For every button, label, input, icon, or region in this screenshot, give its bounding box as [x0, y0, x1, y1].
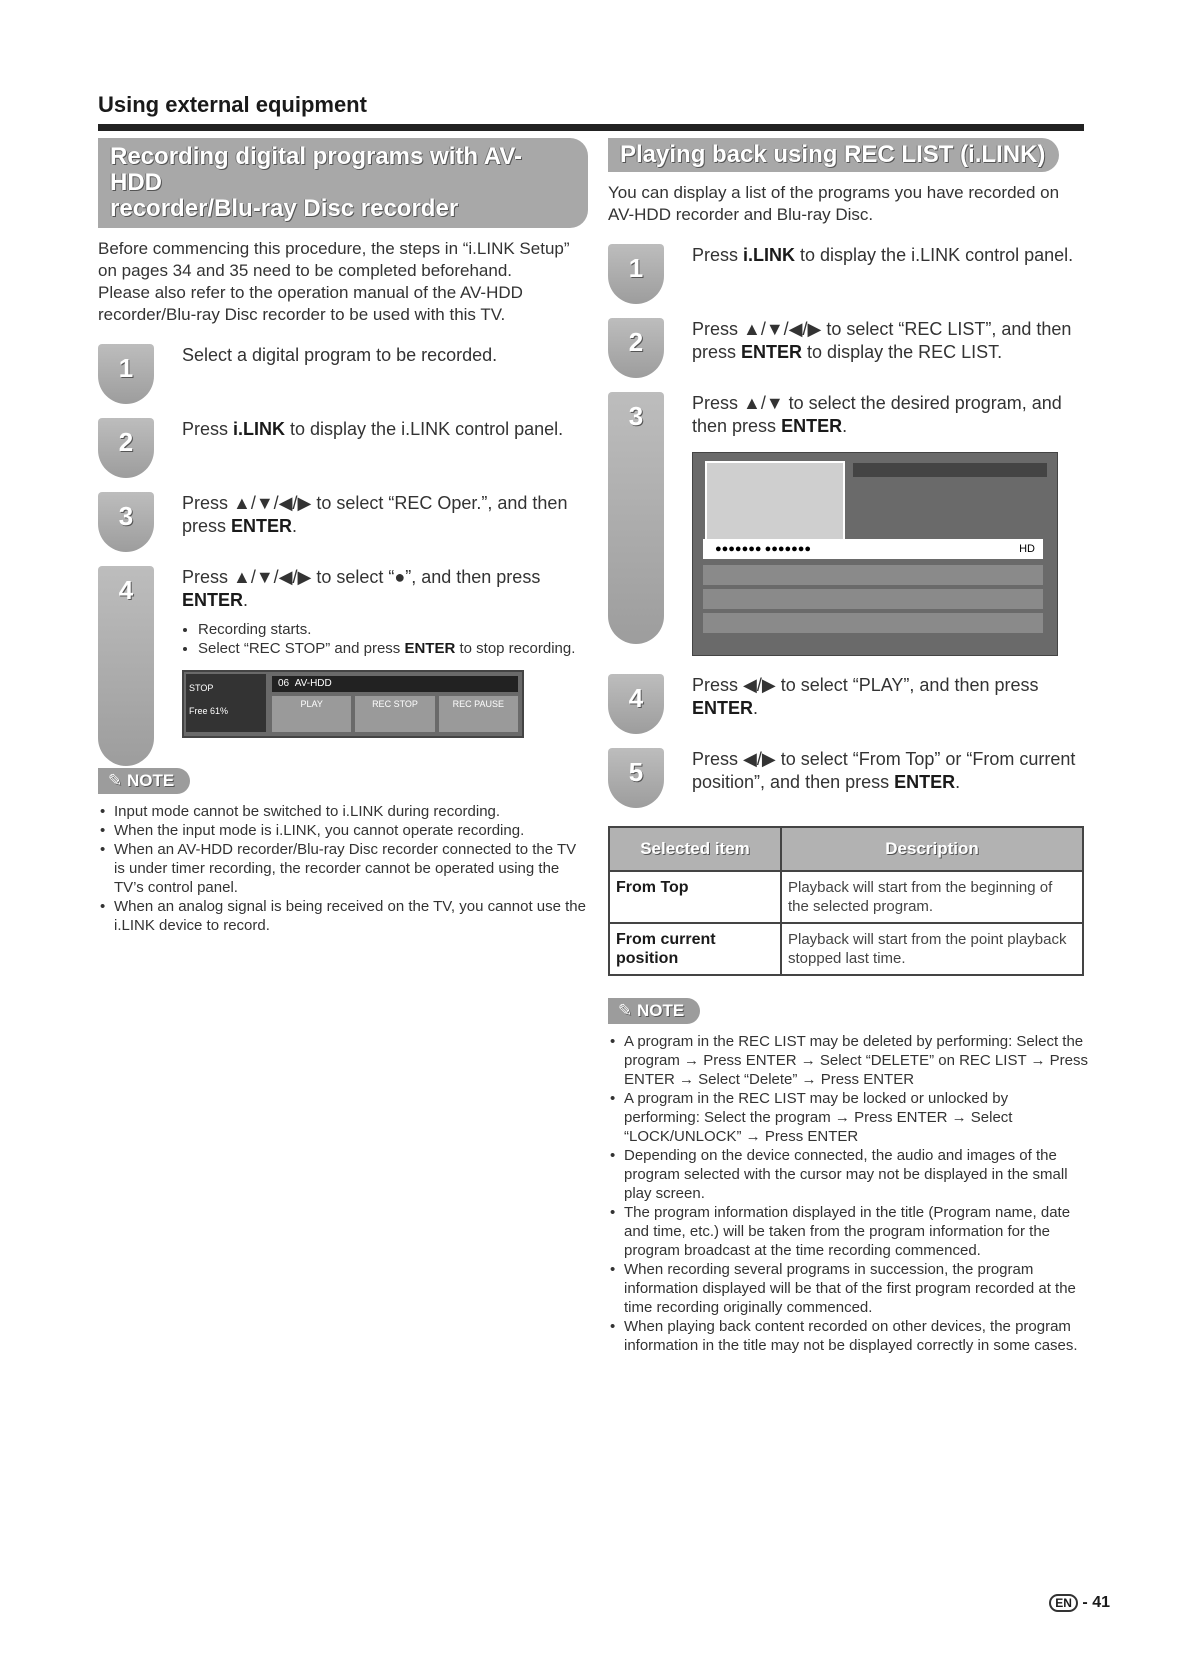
rec-pause-button: REC PAUSE	[439, 696, 518, 732]
list-header-dots: ●●●●●●● ●●●●●●●	[715, 543, 812, 555]
step-number-badge: 3	[608, 392, 664, 644]
free-percent: 61%	[210, 706, 229, 716]
step-text	[692, 748, 1088, 794]
bullet-text-post: to stop recording.	[455, 640, 576, 657]
table-row	[609, 871, 1083, 923]
step-key-enter: ENTER	[894, 772, 956, 792]
ilink-control-panel-image	[182, 670, 524, 738]
table-header-item: Selected item	[609, 827, 781, 871]
play-step-4	[608, 674, 1088, 730]
step-text-post: .	[955, 772, 961, 792]
list-row	[703, 589, 1043, 609]
step-number-badge: 4	[98, 566, 154, 766]
step-text-post: to display the i.LINK control panel.	[795, 245, 1074, 265]
step-number-badge: 2	[608, 318, 664, 378]
step-text-pre: Press ◀/▶ to select “From Top” or “From current position”, and then press	[692, 749, 1076, 792]
step-key-enter: ENTER	[231, 516, 293, 536]
list-row	[703, 613, 1043, 633]
step-text-pre: Press ▲/▼/◀/▶ to select “REC Oper.”, and then press	[182, 493, 568, 536]
note-item: • The program information displayed in the title (Program name, date and time, etc.) will be taken from the program information for the program broadcast at the time recording commenced.	[608, 1203, 1088, 1260]
step-text-post: to display the i.LINK control panel.	[285, 419, 564, 439]
bullet-key-enter: ENTER	[404, 640, 456, 657]
step-text	[692, 318, 1088, 364]
bullet-recording-starts: • Recording starts.	[198, 620, 588, 639]
recording-heading	[98, 138, 588, 228]
title-rule	[98, 124, 1084, 131]
table-cell-item: From Top	[609, 871, 781, 923]
list-header-row	[703, 539, 1043, 559]
step-key-enter: ENTER	[182, 590, 244, 610]
recording-intro	[98, 238, 588, 326]
step-text	[182, 418, 588, 441]
step-text	[692, 674, 1088, 720]
play-step-5	[608, 748, 1088, 804]
stop-label: STOP	[189, 683, 214, 693]
step-text	[182, 492, 588, 538]
left-note-section	[98, 768, 588, 935]
note-pencil-icon: ✎	[618, 1001, 633, 1020]
right-note-section	[608, 998, 1088, 1355]
play-step-2	[608, 318, 1088, 374]
rec-step-4	[98, 566, 588, 738]
step-key-ilink: i.LINK	[233, 419, 286, 439]
info-row	[853, 463, 1047, 477]
step-key-enter: ENTER	[692, 698, 754, 718]
note-item: • A program in the REC LIST may be deleted by performing: Select the program → Press ENTER → Select “DELETE” on REC LIST → Press ENTER → Select “Delete” → Press ENTER	[608, 1032, 1088, 1089]
intro-paragraph-2: Please also refer to the operation manual of the AV-HDD recorder/Blu-ray Disc recorder to be used with this TV.	[98, 283, 523, 324]
step-key-enter: ENTER	[781, 416, 843, 436]
control-buttons	[272, 696, 518, 732]
step-text: Select a digital program to be recorded.	[182, 345, 498, 365]
table-header-row	[609, 827, 1083, 871]
step-key-ilink: i.LINK	[743, 245, 796, 265]
note-item: • When recording several programs in succession, the program information displayed will be that of the first program recorded at the time recording originally commenced.	[608, 1260, 1088, 1317]
step-text-post: .	[842, 416, 848, 436]
step-text-post: .	[292, 516, 298, 536]
right-notes-list	[608, 1032, 1088, 1355]
table-header-description: Description	[781, 827, 1083, 871]
note-label-text: NOTE	[636, 1001, 685, 1020]
av-hdd-label: AV-HDD	[294, 678, 332, 689]
table-cell-item: From current position	[609, 923, 781, 975]
step-text	[692, 244, 1088, 267]
play-step-3	[608, 392, 1088, 656]
step-number-badge: 5	[608, 748, 664, 808]
note-label	[98, 768, 190, 794]
note-item: • When an analog signal is being received on the TV, you cannot use the i.LINK device to record.	[98, 897, 588, 935]
play-button: PLAY	[272, 696, 351, 732]
step-text-pre: Press ▲/▼ to select the desired program, and then press	[692, 393, 1062, 436]
left-column	[98, 138, 588, 935]
step-number-badge: 2	[98, 418, 154, 478]
step-4-bullets	[182, 620, 588, 658]
page-number-text: - 41	[1082, 1594, 1110, 1611]
channel-row	[272, 676, 518, 692]
note-item: • Input mode cannot be switched to i.LINK during recording.	[98, 802, 588, 821]
step-text-pre: Press ▲/▼/◀/▶ to select “●”, and then press	[182, 567, 541, 587]
rec-step-2	[98, 418, 588, 474]
channel-number: 06	[278, 678, 290, 689]
table-cell-description: Playback will start from the beginning of the selected program.	[781, 871, 1083, 923]
rec-step-1	[98, 344, 588, 400]
hd-label: HD	[1019, 543, 1035, 555]
step-text	[182, 566, 588, 738]
left-notes-list	[98, 802, 588, 935]
step-number-badge: 3	[98, 492, 154, 552]
rec-stop-button: REC STOP	[355, 696, 434, 732]
rec-step-3	[98, 492, 588, 548]
step-number-badge: 4	[608, 674, 664, 734]
step-text-post: .	[753, 698, 759, 718]
program-thumbnail	[705, 461, 845, 545]
stop-box	[186, 674, 266, 732]
list-row	[703, 565, 1043, 585]
right-column	[608, 138, 1088, 1355]
note-item: • A program in the REC LIST may be locked or unlocked by performing: Select the program → Press ENTER → Select “LOCK/UNLOCK” → Press ENTER	[608, 1089, 1088, 1146]
step-key-enter: ENTER	[741, 342, 803, 362]
note-item: • Depending on the device connected, the audio and images of the program selected with the cursor may not be displayed in the small play screen.	[608, 1146, 1088, 1203]
recording-heading-line1: Recording digital programs with AV-HDD	[110, 143, 523, 196]
note-label-text: NOTE	[126, 771, 175, 790]
step-text-pre: Press	[692, 245, 744, 265]
step-text-pre: Press ▲/▼/◀/▶ to select “REC LIST”, and then press	[692, 319, 1072, 362]
intro-paragraph-1: Before commencing this procedure, the steps in “i.LINK Setup” on pages 34 and 35 need to be completed beforehand.	[98, 239, 570, 280]
step-text-pre: Press	[182, 419, 234, 439]
playback-intro: You can display a list of the programs you have recorded on AV-HDD recorder and Blu-ray Disc.	[608, 183, 1060, 224]
note-item: • When the input mode is i.LINK, you cannot operate recording.	[98, 821, 588, 840]
step-number-badge: 1	[608, 244, 664, 304]
step-text	[692, 392, 1088, 656]
table-cell-description: Playback will start from the point playback stopped last time.	[781, 923, 1083, 975]
free-label: Free	[189, 706, 208, 716]
en-badge: EN	[1049, 1594, 1078, 1612]
playback-heading: Playing back using REC LIST (i.LINK)	[608, 138, 1059, 172]
step-number-badge: 1	[98, 344, 154, 404]
note-item: • When an AV-HDD recorder/Blu-ray Disc recorder connected to the TV is under timer recording, the recorder cannot be operated using the TV’s control panel.	[98, 840, 588, 897]
bullet-rec-stop	[198, 639, 588, 658]
step-text-pre: Press ◀/▶ to select “PLAY”, and then press	[692, 675, 1039, 695]
playback-options-table	[608, 826, 1084, 976]
step-text-post: to display the REC LIST.	[802, 342, 1003, 362]
rec-list-screen-image	[692, 452, 1058, 656]
recording-heading-line2: recorder/Blu-ray Disc recorder	[110, 195, 459, 222]
table-row	[609, 923, 1083, 975]
note-item: • When playing back content recorded on other devices, the program information in the title may not be displayed correctly in some cases.	[608, 1317, 1088, 1355]
section-title: Using external equipment	[98, 92, 367, 117]
note-label	[608, 998, 700, 1024]
play-step-1	[608, 244, 1088, 300]
bullet-text-pre: Select “REC STOP” and press	[198, 640, 405, 657]
note-pencil-icon: ✎	[108, 771, 123, 790]
page-number	[1049, 1594, 1110, 1612]
step-text-post: .	[243, 590, 249, 610]
